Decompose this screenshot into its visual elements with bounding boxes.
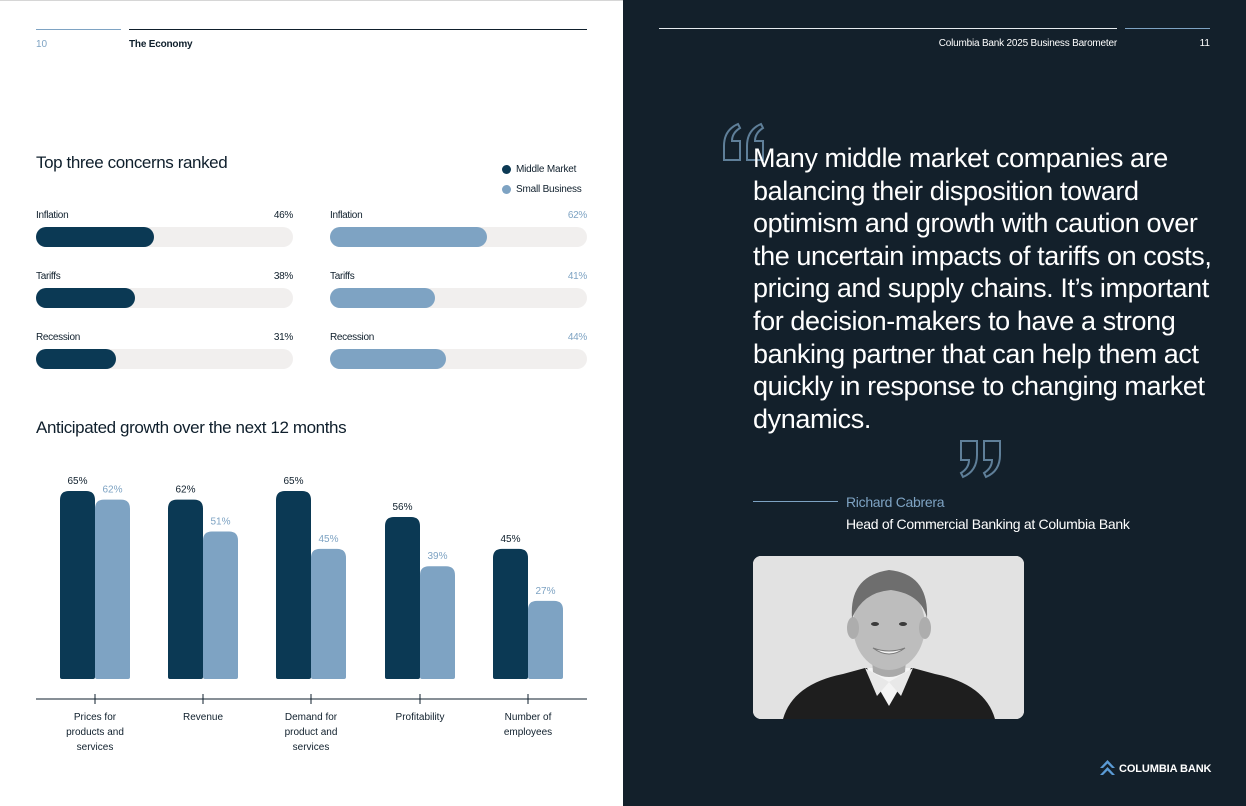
portrait-photo: [753, 556, 1024, 719]
growth-chart: [0, 461, 623, 761]
legend-item-small-business: [502, 179, 582, 199]
concern-percent: 41%: [567, 271, 587, 282]
concern-track: [36, 288, 293, 308]
header-rule-long: [129, 29, 587, 30]
concern-row: [330, 210, 587, 271]
x-tick-label: Number of employees: [503, 712, 553, 738]
concern-label: Tariffs: [330, 271, 355, 282]
concern-label: Inflation: [36, 210, 69, 221]
concern-track: [330, 349, 587, 369]
concern-track: [330, 227, 587, 247]
x-tick-label: Revenue: [182, 712, 224, 723]
page-number: 10: [36, 39, 48, 50]
growth-value-label: 51%: [210, 516, 231, 528]
growth-value-label: 62%: [175, 484, 196, 496]
attribution-role: Head of Commercial Banking at Columbia Bank: [846, 516, 1130, 532]
concern-bar-fill: [36, 349, 116, 369]
x-tick-label: Prices for products and services: [66, 712, 124, 753]
legend: [502, 159, 582, 199]
concern-track: [36, 349, 293, 369]
growth-value-label: 56%: [392, 502, 413, 514]
attribution-rule: [753, 501, 838, 502]
concern-row: [36, 210, 293, 271]
concerns-middle-market: [36, 210, 293, 393]
concerns-small-business: [330, 210, 587, 393]
growth-bar: [276, 491, 311, 679]
growth-heading: Anticipated growth over the next 12 months: [36, 418, 347, 437]
concern-percent: 62%: [567, 210, 587, 221]
growth-bar: [168, 500, 203, 679]
concern-row: [330, 332, 587, 393]
legend-item-middle-market: [502, 159, 582, 179]
growth-bar: [385, 517, 420, 679]
growth-value-label: 45%: [318, 533, 339, 545]
concern-label: Recession: [36, 332, 80, 343]
growth-bar: [60, 491, 95, 679]
close-quote-icon: [958, 437, 1006, 485]
report-title: Columbia Bank 2025 Business Barometer: [938, 38, 1117, 49]
concern-bar-fill: [330, 227, 487, 247]
logo-mark-icon: [1100, 760, 1115, 778]
concern-percent: 31%: [273, 332, 293, 343]
growth-value-label: 39%: [427, 551, 448, 563]
growth-value-label: 65%: [283, 476, 304, 487]
growth-value-label: 45%: [500, 533, 521, 545]
concern-row: [36, 332, 293, 393]
header-rule-long: [659, 28, 1117, 29]
concern-percent: 44%: [567, 332, 587, 343]
concern-label: Inflation: [330, 210, 363, 221]
legend-label: Middle Market: [516, 163, 577, 175]
pull-quote: Many middle market companies are balancing their disposition toward optimism and growth with caution over the uncertain impacts of tariffs on costs, pricing and supply chains. It’s important for decision-makers to have a strong banking partner that can help them act quickly in response to changing market dynamics.: [753, 143, 1212, 434]
concern-percent: 46%: [273, 210, 293, 221]
growth-value-label: 65%: [67, 476, 88, 487]
concern-track: [36, 227, 293, 247]
growth-bar: [203, 531, 238, 679]
concern-row: [36, 271, 293, 332]
concern-track: [330, 288, 587, 308]
legend-label: Small Business: [516, 183, 582, 195]
logo-text: COLUMBIA BANK: [1119, 763, 1212, 775]
concern-bar-fill: [36, 288, 135, 308]
growth-bar: [311, 549, 346, 679]
concern-label: Recession: [330, 332, 374, 343]
concern-row: [330, 271, 587, 332]
legend-dot-icon: [502, 165, 511, 174]
growth-bar: [95, 500, 130, 679]
growth-bar: [528, 601, 563, 679]
columbia-bank-logo: [1100, 760, 1211, 778]
concern-bar-fill: [330, 288, 435, 308]
header-rule-short: [1125, 28, 1210, 29]
x-tick-label: Profitability: [395, 712, 445, 723]
concern-label: Tariffs: [36, 271, 61, 282]
concern-bar-fill: [330, 349, 446, 369]
concern-bar-fill: [36, 227, 154, 247]
section-title: The Economy: [129, 39, 193, 50]
concern-percent: 38%: [273, 271, 293, 282]
header-rule-short: [36, 29, 121, 30]
growth-bar: [493, 549, 528, 679]
growth-value-label: 62%: [102, 484, 123, 496]
portrait-illustration: [753, 556, 1024, 719]
page-number: 11: [1199, 38, 1210, 49]
growth-bar: [420, 566, 455, 679]
legend-dot-icon: [502, 185, 511, 194]
growth-value-label: 27%: [535, 585, 556, 597]
right-page: [623, 0, 1246, 806]
attribution-name: Richard Cabrera: [846, 494, 945, 510]
concerns-heading: Top three concerns ranked: [36, 153, 228, 172]
x-tick-label: Demand for product and services: [284, 712, 338, 753]
